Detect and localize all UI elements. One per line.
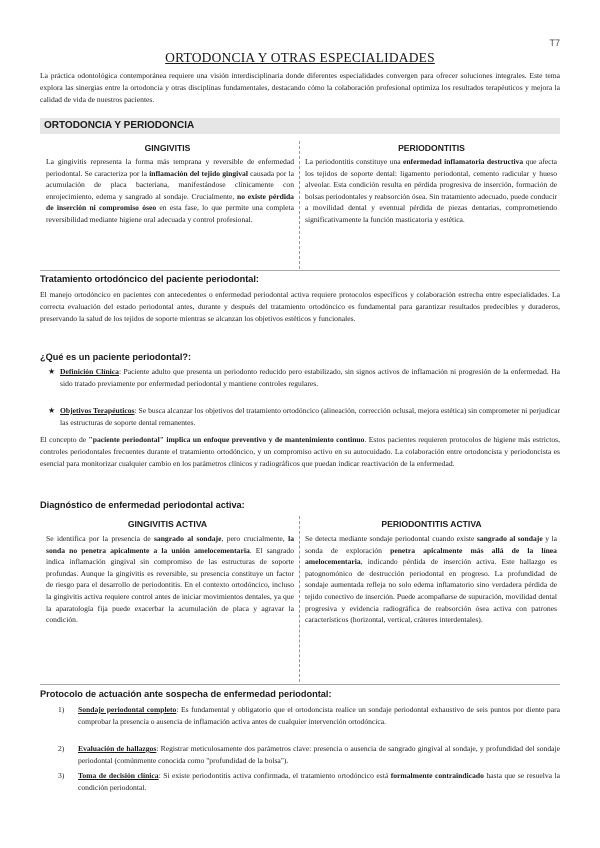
protocolo-heading: Protocolo de actuación ante sospecha de enfermedad periodontal: xyxy=(40,689,332,699)
protocolo-item-3: 3) Toma de decisión clínica: Si existe periodontitis activa confirmada, el tratamiento ortodóncico está formalmente contraindicado hasta que se resuelva la condición periodontal. xyxy=(58,771,560,792)
gingivitis-text: La gingivitis representa la forma más temprana y reversible de enfermedad periodontal. Se caracteriza por la inflamación del tejido gingival causada por la acumulación de placa bacteriana, manifestándose clínicamente con enrojecimiento, edema y sangrado al sondaje. Crucialmente, no existe pérdida de inserción ni compromiso óseo en esta fase, lo que permite una completa reversibilidad mediante higiene oral adecuada y control profesional. xyxy=(46,157,294,224)
page-number: T7 xyxy=(549,38,560,48)
gingivitis-heading: GINGIVITIS xyxy=(144,143,191,153)
periodontitis-heading: PERIODONTITIS xyxy=(398,143,465,153)
section-divider xyxy=(40,270,560,271)
protocolo-item-1: 1) Sondaje periodontal completo: Es fundamental y obligatorio que el ortodoncista realice un sondaje periodontal exhaustivo de seis puntos por diente para comprobar la presencia o ausencia de inflamación activa antes de cualquier intervención ortodóncica. xyxy=(58,705,560,726)
intro-paragraph: La práctica odontológica contemporánea requiere una visión interdisciplinaria donde diferentes especialidades convergen para ofrecer soluciones integrales. Este tema explora las sinergias entre la ortodoncia y otras disciplinas fundamentales, destacando cómo la colaboración profesional optimiza los resultados terapéuticos y mejora la calidad de vida de nuestros pacientes. xyxy=(40,71,560,104)
protocolo-item-2: 2) Evaluación de hallazgos: Registrar meticulosamente dos parámetros clave: presencia o ausencia de sangrado gingival al sondaje, y profundidad del sondaje periodontal (comúnmente conocida como "profundidad de la bolsa"). xyxy=(58,744,560,765)
gingivitis-activa-heading: GINGIVITIS ACTIVA xyxy=(127,519,208,529)
concepto-paragraph: El concepto de "paciente periodontal" implica un enfoque preventivo y de mantenimiento continuo. Estos pacientes requieren protocolos de higiene más estrictos, controles periodontales frecuentes durante el tratamiento ortodóncico, y un compromiso activo en su autocuidado. La colaboración entre ortodoncista y periodoncista es esencial para monitorizar cualquier cambio en los parámetros clínicos y radiográficos que puedan indicar reactivación de la enfermedad. xyxy=(40,435,560,468)
section-divider-2 xyxy=(40,684,560,685)
periodontitis-text: La periodontitis constituye una enfermedad inflamatoria destructiva que afecta los tejidos de soporte dental: ligamento periodontal, cemento radicular y hueso alveolar. Esta condición resulta en pérdida progresiva de inserción, formación de bolsas periodontales y reabsorción ósea. Sin tratamiento adecuado, puede conducir a movilidad dental y eventual pérdida de piezas dentarias, comprometiendo significativamente la función masticatoria y estética. xyxy=(305,157,557,224)
periodontitis-activa-text: Se detecta mediante sondaje periodontal cuando existe sangrado al sondaje y la sonda de exploración penetra apicalmente más allá de la línea amelocementaria, indicando pérdida de inserción activa. Este hallazgo es patognomónico de destrucción periodontal en progreso. La profundidad de sondaje aumentada refleja no solo edema inflamatorio sino verdadera pérdida de tejido conectivo de inserción. Puede acompañarse de supuración, movilidad dental progresiva y evidencia radiográfica de reabsorción ósea activa con patrones característicos (horizontal, vertical, cráteres interdentales). xyxy=(305,534,557,625)
periodontitis-activa-heading: PERIODONTITIS ACTIVA xyxy=(381,519,482,529)
tratamiento-text: El manejo ortodóncico en pacientes con antecedentes o enfermedad periodontal activa requiere protocolos específicos y colaboración estrecha entre especialidades. La correcta evaluación del estado periodontal antes, durante y después del tratamiento ortodóncico es fundamental para garantizar resultados predecibles y duraderos, preservando la salud de los tejidos de soporte mientras se alcanzan los objetivos estéticos y funcionales. xyxy=(40,290,560,323)
section-header-ortodoncia-periodoncia: ORTODONCIA Y PERIODONCIA xyxy=(40,118,560,134)
tratamiento-heading: Tratamiento ortodóncico del paciente periodontal: xyxy=(40,274,259,284)
bullet-objetivos-terapeuticos: ★ Objetivos Terapéuticos: Se busca alcanzar los objetivos del tratamiento ortodóncico (alineación, corrección oclusal, mejora estética) sin comprometer ni perjudicar las estructuras de soporte dental remanentes. xyxy=(48,406,560,427)
column-divider-diagnostico xyxy=(299,516,300,682)
bullet-definicion-clinica: ★ Definición Clínica: Paciente adulto que presenta un periodonto reducido pero estabilizado, sin signos activos de inflamación ni progresión de la enfermedad. Ha sido tratado previamente por enfermedad periodontal y mantiene controles regulares. xyxy=(48,367,560,388)
column-divider xyxy=(299,141,300,269)
page-title: ORTODONCIA Y OTRAS ESPECIALIDADES xyxy=(165,50,435,65)
paciente-heading: ¿Qué es un paciente periodontal?: xyxy=(40,352,192,362)
gingivitis-activa-text: Se identifica por la presencia de sangrado al sondaje, pero crucialmente, la sonda no penetra apicalmente a la unión amelocementaria. El sangrado indica inflamación gingival sin compromiso de las estructuras de soporte profundas. Aunque la gingivitis es reversible, su presencia constituye un factor de riesgo para el desarrollo de periodontitis. En el contexto ortodóncico, incluso la gingivitis activa requiere control antes de iniciar movimientos dentales, ya que la aparatología fija puede exacerbar la acumulación de placa y agravar la condición. xyxy=(46,534,295,625)
star-bullet-icon: ★ xyxy=(48,367,56,376)
star-bullet-icon: ★ xyxy=(48,406,56,415)
diagnostico-heading: Diagnóstico de enfermedad periodontal activa: xyxy=(40,500,245,510)
